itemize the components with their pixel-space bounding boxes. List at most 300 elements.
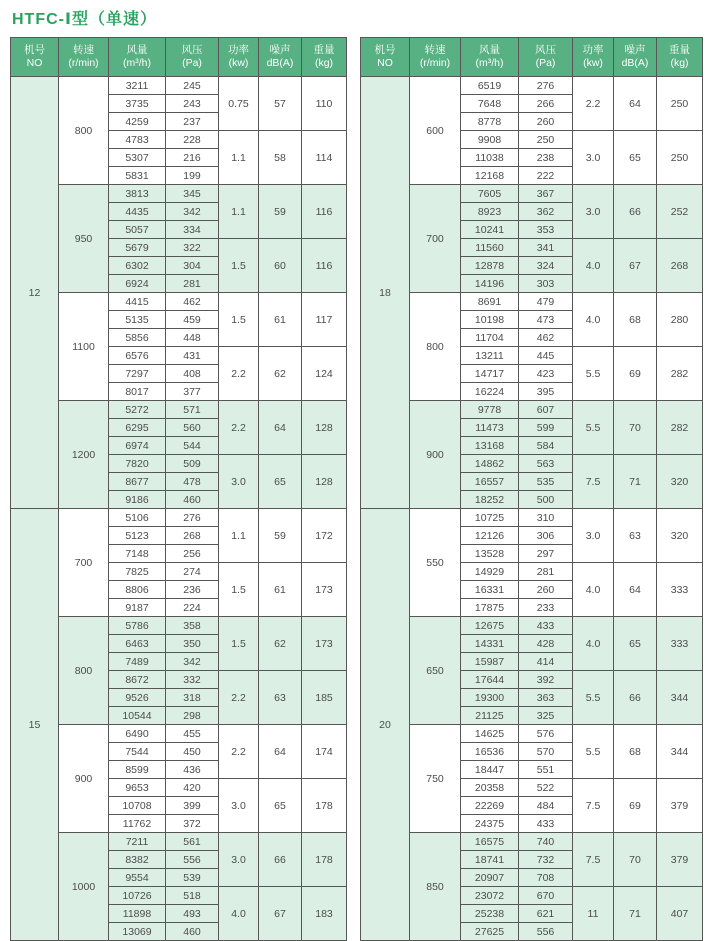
pressure-cell: 423 xyxy=(519,365,573,383)
noise-cell: 66 xyxy=(614,671,657,725)
weight-cell: 185 xyxy=(302,671,347,725)
pressure-cell: 358 xyxy=(166,617,219,635)
flow-cell: 7605 xyxy=(461,185,519,203)
weight-cell: 178 xyxy=(302,833,347,887)
flow-cell: 11560 xyxy=(461,239,519,257)
flow-cell: 8691 xyxy=(461,293,519,311)
pressure-cell: 306 xyxy=(519,527,573,545)
power-cell: 2.2 xyxy=(573,77,614,131)
column-header-line1: 风压 xyxy=(181,44,203,56)
pressure-cell: 448 xyxy=(166,329,219,347)
pressure-cell: 708 xyxy=(519,869,573,887)
flow-cell: 10725 xyxy=(461,509,519,527)
noise-cell: 59 xyxy=(259,509,302,563)
weight-cell: 183 xyxy=(302,887,347,941)
flow-cell: 10708 xyxy=(109,797,166,815)
noise-cell: 64 xyxy=(259,401,302,455)
flow-cell: 8778 xyxy=(461,113,519,131)
pressure-cell: 433 xyxy=(519,815,573,833)
flow-cell: 18447 xyxy=(461,761,519,779)
pressure-cell: 342 xyxy=(166,203,219,221)
pressure-cell: 377 xyxy=(166,383,219,401)
pressure-cell: 455 xyxy=(166,725,219,743)
pressure-cell: 341 xyxy=(519,239,573,257)
pressure-cell: 304 xyxy=(166,257,219,275)
flow-cell: 5272 xyxy=(109,401,166,419)
pressure-cell: 556 xyxy=(519,923,573,941)
weight-cell: 252 xyxy=(657,185,703,239)
pressure-cell: 260 xyxy=(519,113,573,131)
flow-cell: 7648 xyxy=(461,95,519,113)
pressure-cell: 245 xyxy=(166,77,219,95)
flow-cell: 4783 xyxy=(109,131,166,149)
pressure-cell: 621 xyxy=(519,905,573,923)
pressure-cell: 238 xyxy=(519,149,573,167)
power-cell: 4.0 xyxy=(573,617,614,671)
weight-cell: 124 xyxy=(302,347,347,401)
flow-cell: 23072 xyxy=(461,887,519,905)
table-row xyxy=(361,293,703,311)
pressure-cell: 428 xyxy=(519,635,573,653)
flow-cell: 6302 xyxy=(109,257,166,275)
flow-cell: 5786 xyxy=(109,617,166,635)
flow-cell: 17875 xyxy=(461,599,519,617)
noise-cell: 62 xyxy=(259,347,302,401)
fan-spec-table-left xyxy=(10,37,347,941)
power-cell: 0.75 xyxy=(219,77,259,131)
pressure-cell: 584 xyxy=(519,437,573,455)
pressure-cell: 350 xyxy=(166,635,219,653)
flow-cell: 5831 xyxy=(109,167,166,185)
fan-no-cell: 20 xyxy=(361,509,410,941)
power-cell: 7.5 xyxy=(573,833,614,887)
flow-cell: 16224 xyxy=(461,383,519,401)
flow-cell: 13211 xyxy=(461,347,519,365)
table-row xyxy=(361,185,703,203)
speed-cell: 900 xyxy=(59,725,109,833)
flow-cell: 9526 xyxy=(109,689,166,707)
flow-cell: 12126 xyxy=(461,527,519,545)
column-header-line2: (r/min) xyxy=(419,57,451,69)
column-header xyxy=(302,38,347,77)
pressure-cell: 570 xyxy=(519,743,573,761)
power-cell: 1.5 xyxy=(219,239,259,293)
flow-cell: 9186 xyxy=(109,491,166,509)
pressure-cell: 332 xyxy=(166,671,219,689)
header-row xyxy=(11,38,347,77)
flow-cell: 8806 xyxy=(109,581,166,599)
flow-cell: 11898 xyxy=(109,905,166,923)
weight-cell: 172 xyxy=(302,509,347,563)
column-header-line2: (kw) xyxy=(228,57,249,69)
flow-cell: 8672 xyxy=(109,671,166,689)
pressure-cell: 399 xyxy=(166,797,219,815)
flow-cell: 14625 xyxy=(461,725,519,743)
pressure-cell: 576 xyxy=(519,725,573,743)
column-header xyxy=(573,38,614,77)
column-header xyxy=(519,38,573,77)
flow-cell: 25238 xyxy=(461,905,519,923)
weight-cell: 407 xyxy=(657,887,703,941)
flow-cell: 7544 xyxy=(109,743,166,761)
noise-cell: 60 xyxy=(259,239,302,293)
flow-cell: 13069 xyxy=(109,923,166,941)
tables-container xyxy=(10,37,709,941)
column-header-line1: 机号 xyxy=(374,44,396,56)
speed-cell: 750 xyxy=(410,725,461,833)
power-cell: 1.5 xyxy=(219,563,259,617)
pressure-cell: 392 xyxy=(519,671,573,689)
noise-cell: 64 xyxy=(614,563,657,617)
power-cell: 5.5 xyxy=(573,401,614,455)
flow-cell: 11038 xyxy=(461,149,519,167)
noise-cell: 65 xyxy=(614,131,657,185)
power-cell: 1.5 xyxy=(219,617,259,671)
pressure-cell: 560 xyxy=(166,419,219,437)
flow-cell: 7211 xyxy=(109,833,166,851)
power-cell: 3.0 xyxy=(573,185,614,239)
pressure-cell: 216 xyxy=(166,149,219,167)
pressure-cell: 274 xyxy=(166,563,219,581)
noise-cell: 66 xyxy=(614,185,657,239)
column-header xyxy=(219,38,259,77)
column-header-line2: (Pa) xyxy=(535,57,556,69)
column-header-line2: NO xyxy=(377,57,393,69)
noise-cell: 71 xyxy=(614,887,657,941)
noise-cell: 70 xyxy=(614,401,657,455)
flow-cell: 3211 xyxy=(109,77,166,95)
flow-cell: 12878 xyxy=(461,257,519,275)
pressure-cell: 556 xyxy=(166,851,219,869)
header-row xyxy=(361,38,703,77)
weight-cell: 173 xyxy=(302,617,347,671)
pressure-cell: 322 xyxy=(166,239,219,257)
noise-cell: 61 xyxy=(259,293,302,347)
noise-cell: 58 xyxy=(259,131,302,185)
flow-cell: 4415 xyxy=(109,293,166,311)
power-cell: 1.5 xyxy=(219,293,259,347)
table-header xyxy=(11,38,347,77)
power-cell: 7.5 xyxy=(573,779,614,833)
speed-cell: 700 xyxy=(59,509,109,617)
pressure-cell: 518 xyxy=(166,887,219,905)
pressure-cell: 243 xyxy=(166,95,219,113)
power-cell: 2.2 xyxy=(219,725,259,779)
table-row xyxy=(361,617,703,635)
column-header-line2: (m³/h) xyxy=(123,57,151,69)
noise-cell: 71 xyxy=(614,455,657,509)
flow-cell: 14331 xyxy=(461,635,519,653)
noise-cell: 64 xyxy=(259,725,302,779)
pressure-cell: 367 xyxy=(519,185,573,203)
power-cell: 3.0 xyxy=(219,833,259,887)
flow-cell: 13528 xyxy=(461,545,519,563)
table-row xyxy=(11,185,347,203)
flow-cell: 27625 xyxy=(461,923,519,941)
flow-cell: 3735 xyxy=(109,95,166,113)
column-header-line1: 风量 xyxy=(479,44,500,56)
column-header-line1: 功率 xyxy=(582,44,604,56)
flow-cell: 18252 xyxy=(461,491,519,509)
column-header-line1: 转速 xyxy=(424,44,446,56)
column-header-line2: (kg) xyxy=(670,57,689,69)
pressure-cell: 459 xyxy=(166,311,219,329)
pressure-cell: 445 xyxy=(519,347,573,365)
pressure-cell: 670 xyxy=(519,887,573,905)
pressure-cell: 395 xyxy=(519,383,573,401)
flow-cell: 9554 xyxy=(109,869,166,887)
flow-cell: 6490 xyxy=(109,725,166,743)
column-header-line1: 噪声 xyxy=(624,44,646,56)
pressure-cell: 276 xyxy=(166,509,219,527)
flow-cell: 12675 xyxy=(461,617,519,635)
pressure-cell: 281 xyxy=(519,563,573,581)
pressure-cell: 250 xyxy=(519,131,573,149)
column-header-line2: (kw) xyxy=(583,57,603,69)
flow-cell: 6974 xyxy=(109,437,166,455)
column-header xyxy=(614,38,657,77)
flow-cell: 16536 xyxy=(461,743,519,761)
pressure-cell: 478 xyxy=(166,473,219,491)
pressure-cell: 561 xyxy=(166,833,219,851)
column-header-line1: 风压 xyxy=(535,44,556,56)
noise-cell: 61 xyxy=(259,563,302,617)
power-cell: 3.0 xyxy=(219,779,259,833)
pressure-cell: 345 xyxy=(166,185,219,203)
flow-cell: 12168 xyxy=(461,167,519,185)
pressure-cell: 281 xyxy=(166,275,219,293)
speed-cell: 900 xyxy=(410,401,461,509)
flow-cell: 10241 xyxy=(461,221,519,239)
power-cell: 1.1 xyxy=(219,509,259,563)
column-header-line2: (r/min) xyxy=(68,57,99,69)
power-cell: 4.0 xyxy=(573,563,614,617)
flow-cell: 17644 xyxy=(461,671,519,689)
weight-cell: 250 xyxy=(657,131,703,185)
column-header xyxy=(259,38,302,77)
pressure-cell: 408 xyxy=(166,365,219,383)
flow-cell: 21125 xyxy=(461,707,519,725)
column-header-line2: (kg) xyxy=(314,57,334,69)
weight-cell: 320 xyxy=(657,509,703,563)
pressure-cell: 324 xyxy=(519,257,573,275)
flow-cell: 14717 xyxy=(461,365,519,383)
pressure-cell: 236 xyxy=(166,581,219,599)
weight-cell: 344 xyxy=(657,725,703,779)
flow-cell: 14196 xyxy=(461,275,519,293)
weight-cell: 344 xyxy=(657,671,703,725)
power-cell: 5.5 xyxy=(573,671,614,725)
pressure-cell: 222 xyxy=(519,167,573,185)
flow-cell: 6295 xyxy=(109,419,166,437)
column-header-line1: 风量 xyxy=(126,44,148,56)
weight-cell: 333 xyxy=(657,563,703,617)
power-cell: 2.2 xyxy=(219,347,259,401)
pressure-cell: 260 xyxy=(519,581,573,599)
flow-cell: 8677 xyxy=(109,473,166,491)
flow-cell: 16557 xyxy=(461,473,519,491)
flow-cell: 4435 xyxy=(109,203,166,221)
pressure-cell: 544 xyxy=(166,437,219,455)
noise-cell: 62 xyxy=(259,617,302,671)
weight-cell: 128 xyxy=(302,455,347,509)
flow-cell: 10198 xyxy=(461,311,519,329)
column-header xyxy=(410,38,461,77)
pressure-cell: 607 xyxy=(519,401,573,419)
pressure-cell: 256 xyxy=(166,545,219,563)
flow-cell: 11762 xyxy=(109,815,166,833)
pressure-cell: 325 xyxy=(519,707,573,725)
flow-cell: 18741 xyxy=(461,851,519,869)
pressure-cell: 363 xyxy=(519,689,573,707)
noise-cell: 67 xyxy=(259,887,302,941)
fan-no-cell: 12 xyxy=(11,77,59,509)
column-header xyxy=(109,38,166,77)
power-cell: 4.0 xyxy=(573,293,614,347)
column-header xyxy=(657,38,703,77)
pressure-cell: 266 xyxy=(519,95,573,113)
noise-cell: 57 xyxy=(259,77,302,131)
fan-spec-table-right xyxy=(360,37,703,941)
flow-cell: 5135 xyxy=(109,311,166,329)
power-cell: 2.2 xyxy=(219,671,259,725)
noise-cell: 70 xyxy=(614,833,657,887)
speed-cell: 1100 xyxy=(59,293,109,401)
pressure-cell: 462 xyxy=(166,293,219,311)
flow-cell: 8599 xyxy=(109,761,166,779)
table-row xyxy=(11,617,347,635)
table-row xyxy=(361,509,703,527)
power-cell: 3.0 xyxy=(573,509,614,563)
weight-cell: 174 xyxy=(302,725,347,779)
speed-cell: 600 xyxy=(410,77,461,185)
table-row xyxy=(11,77,347,95)
noise-cell: 67 xyxy=(614,239,657,293)
speed-cell: 800 xyxy=(59,77,109,185)
noise-cell: 69 xyxy=(614,779,657,833)
table-row xyxy=(361,725,703,743)
column-header-line2: (Pa) xyxy=(182,57,202,69)
table-header xyxy=(361,38,703,77)
flow-cell: 13168 xyxy=(461,437,519,455)
power-cell: 1.1 xyxy=(219,185,259,239)
pressure-cell: 353 xyxy=(519,221,573,239)
flow-cell: 4259 xyxy=(109,113,166,131)
pressure-cell: 372 xyxy=(166,815,219,833)
table-body xyxy=(11,77,347,941)
flow-cell: 5057 xyxy=(109,221,166,239)
pressure-cell: 539 xyxy=(166,869,219,887)
column-header-line2: dB(A) xyxy=(266,57,294,69)
flow-cell: 19300 xyxy=(461,689,519,707)
flow-cell: 9187 xyxy=(109,599,166,617)
flow-cell: 9778 xyxy=(461,401,519,419)
flow-cell: 7489 xyxy=(109,653,166,671)
noise-cell: 66 xyxy=(259,833,302,887)
weight-cell: 333 xyxy=(657,617,703,671)
speed-cell: 800 xyxy=(410,293,461,401)
flow-cell: 6463 xyxy=(109,635,166,653)
power-cell: 3.0 xyxy=(219,455,259,509)
pressure-cell: 450 xyxy=(166,743,219,761)
pressure-cell: 334 xyxy=(166,221,219,239)
flow-cell: 5856 xyxy=(109,329,166,347)
flow-cell: 16331 xyxy=(461,581,519,599)
flow-cell: 9908 xyxy=(461,131,519,149)
flow-cell: 20907 xyxy=(461,869,519,887)
pressure-cell: 342 xyxy=(166,653,219,671)
pressure-cell: 599 xyxy=(519,419,573,437)
pressure-cell: 297 xyxy=(519,545,573,563)
power-cell: 3.0 xyxy=(573,131,614,185)
column-header xyxy=(11,38,59,77)
noise-cell: 68 xyxy=(614,725,657,779)
pressure-cell: 431 xyxy=(166,347,219,365)
power-cell: 11 xyxy=(573,887,614,941)
flow-cell: 22269 xyxy=(461,797,519,815)
table-row xyxy=(361,833,703,851)
column-header xyxy=(461,38,519,77)
flow-cell: 6519 xyxy=(461,77,519,95)
flow-cell: 20358 xyxy=(461,779,519,797)
speed-cell: 950 xyxy=(59,185,109,293)
weight-cell: 117 xyxy=(302,293,347,347)
column-header-line2: dB(A) xyxy=(621,57,649,69)
pressure-cell: 237 xyxy=(166,113,219,131)
flow-cell: 5106 xyxy=(109,509,166,527)
speed-cell: 700 xyxy=(410,185,461,293)
pressure-cell: 535 xyxy=(519,473,573,491)
table-body xyxy=(361,77,703,941)
flow-cell: 11704 xyxy=(461,329,519,347)
column-header-line1: 噪声 xyxy=(269,44,291,56)
flow-cell: 8382 xyxy=(109,851,166,869)
speed-cell: 550 xyxy=(410,509,461,617)
pressure-cell: 551 xyxy=(519,761,573,779)
table-row xyxy=(361,401,703,419)
weight-cell: 379 xyxy=(657,779,703,833)
pressure-cell: 362 xyxy=(519,203,573,221)
flow-cell: 3813 xyxy=(109,185,166,203)
table-row xyxy=(11,509,347,527)
page-title: HTFC-Ⅰ型（单速） xyxy=(12,11,157,28)
column-header-line1: 功率 xyxy=(228,44,249,56)
pressure-cell: 420 xyxy=(166,779,219,797)
flow-cell: 14862 xyxy=(461,455,519,473)
power-cell: 2.2 xyxy=(219,401,259,455)
flow-cell: 8017 xyxy=(109,383,166,401)
pressure-cell: 310 xyxy=(519,509,573,527)
speed-cell: 850 xyxy=(410,833,461,941)
power-cell: 5.5 xyxy=(573,725,614,779)
weight-cell: 178 xyxy=(302,779,347,833)
weight-cell: 116 xyxy=(302,185,347,239)
power-cell: 1.1 xyxy=(219,131,259,185)
column-header-line2: (m³/h) xyxy=(475,57,504,69)
flow-cell: 7820 xyxy=(109,455,166,473)
noise-cell: 68 xyxy=(614,293,657,347)
flow-cell: 7148 xyxy=(109,545,166,563)
pressure-cell: 493 xyxy=(166,905,219,923)
flow-cell: 14929 xyxy=(461,563,519,581)
pressure-cell: 414 xyxy=(519,653,573,671)
column-header xyxy=(166,38,219,77)
pressure-cell: 268 xyxy=(166,527,219,545)
pressure-cell: 509 xyxy=(166,455,219,473)
table-row xyxy=(11,725,347,743)
flow-cell: 6924 xyxy=(109,275,166,293)
speed-cell: 800 xyxy=(59,617,109,725)
